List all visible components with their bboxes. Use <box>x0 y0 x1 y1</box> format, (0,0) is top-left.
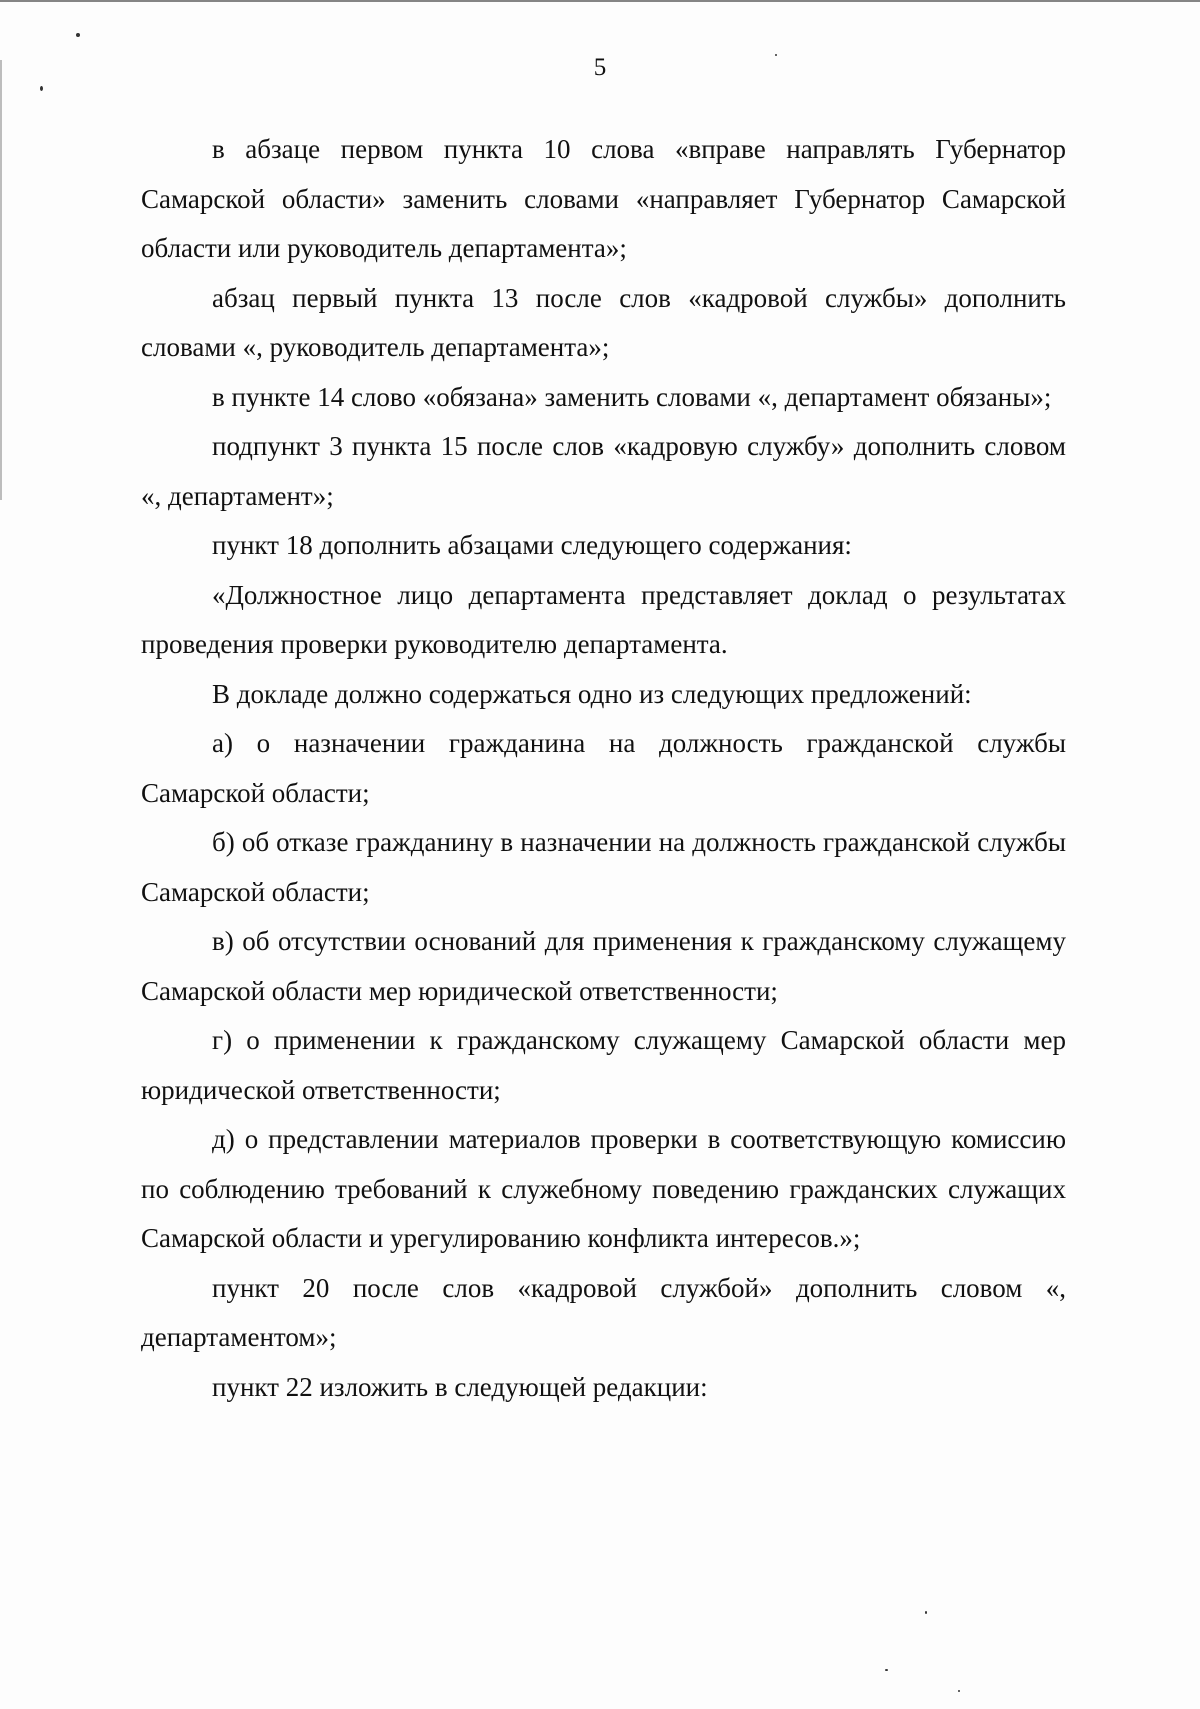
paragraph: а) о назначении гражданина на должность гражданской службы Самарской области; <box>141 728 1066 808</box>
paragraph: абзац первый пункта 13 после слов «кадровой службы» дополнить словами «, руководитель департамента»; <box>141 282 1066 362</box>
paragraph: д) о представлении материалов проверки в соответствующую комиссию по соблюдению требований к служебному поведению гражданских служащих Самарской области и урегулированию конфликта интересов.»; <box>141 1124 1066 1253</box>
paragraph: В докладе должно содержаться одно из следующих предложений: <box>212 678 972 709</box>
paragraph: г) о применении к гражданскому служащему Самарской области мер юридической ответственности; <box>141 1025 1066 1105</box>
paragraph: пункт 22 изложить в следующей редакции: <box>212 1371 708 1402</box>
paragraph: пункт 18 дополнить абзацами следующего содержания: <box>212 530 852 560</box>
paragraph: в пункте 14 слово «обязана» заменить словами «, департамент обязаны»; <box>212 381 1052 412</box>
document-body <box>141 125 1066 1412</box>
paragraph: пункт 20 после слов «кадровой службой» дополнить словом «, департаментом»; <box>141 1272 1066 1352</box>
scan-speck <box>40 86 43 91</box>
paragraph: б) об отказе гражданину в назначении на должность гражданской службы Самарской области; <box>141 827 1066 907</box>
scan-speck <box>76 33 80 37</box>
paragraph: «Должностное лицо департамента представляет доклад о результатах проведения проверки руководителю департамента. <box>141 579 1066 659</box>
scan-speck <box>775 54 777 56</box>
paragraph: в абзаце первом пункта 10 слова «вправе направлять Губернатор Самарской области» заменить словами «направляет Губернатор Самарской области или руководитель департамента»; <box>141 134 1066 263</box>
scan-speck <box>958 1690 960 1692</box>
scan-left-edge <box>0 60 2 500</box>
scan-speck <box>885 1669 888 1671</box>
page-number: 5 <box>593 54 607 81</box>
scan-top-edge <box>0 0 1200 2</box>
scan-speck <box>925 1611 927 1614</box>
paragraph: в) об отсутствии оснований для применения к гражданскому служащему Самарской области мер юридической ответственности; <box>141 926 1066 1006</box>
paragraph: подпункт 3 пункта 15 после слов «кадровую службу» дополнить словом «, департамент»; <box>141 431 1066 511</box>
